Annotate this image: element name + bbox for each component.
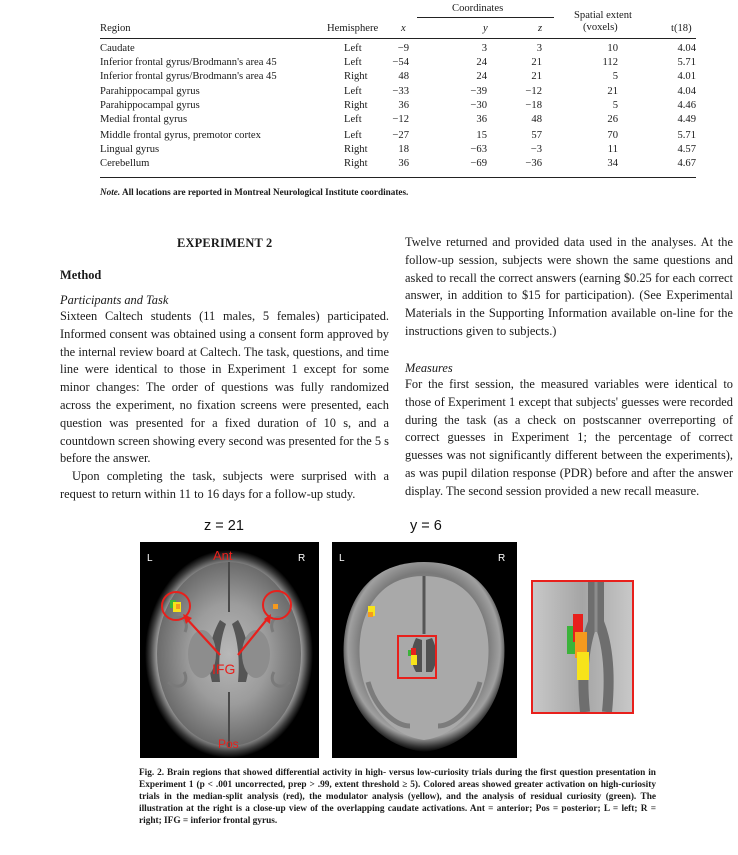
table-header-t: t(18) [671, 23, 692, 34]
cell-x: −54 [392, 57, 409, 68]
cell-t: 5.71 [677, 130, 696, 141]
left-column-text [60, 308, 389, 504]
paragraph: Sixteen Caltech students (11 males, 5 females) participated. Informed consent was obtained using a consent form approved by the internal review board at Caltech. The task, questions, and time line were identical to those in Experiment 1 except for some minor changes: The order of questions was fully randomized across the experiment, no fixation screens were presented, each question was presented for a fixed duration of 10 s, and a countdown screen showing every second was presented for the 5 s before the answer. [60, 309, 389, 466]
table-row [100, 43, 696, 57]
caudate-closeup-image [533, 582, 632, 712]
cell-extent: 70 [607, 130, 618, 141]
cell-z: 21 [531, 57, 542, 68]
table-header-rule [100, 38, 696, 39]
cell-t: 4.04 [677, 43, 696, 54]
cell-hemisphere: Right [344, 144, 368, 155]
cell-t: 4.67 [677, 158, 696, 169]
activation-caudate-yellow [411, 655, 417, 665]
coordinates-group-header: Coordinates [452, 3, 504, 14]
cell-x: 36 [398, 100, 409, 111]
cell-z: 57 [531, 130, 542, 141]
table-header-extent-1: Spatial extent [574, 10, 632, 21]
caudate-closeup-panel [531, 580, 634, 714]
cell-y: 15 [476, 130, 487, 141]
cell-region: Inferior frontal gyrus/Brodmann's area 45 [100, 71, 277, 82]
table-row [100, 100, 696, 114]
coronal-slice-label: y = 6 [410, 518, 442, 534]
cell-hemisphere: Left [344, 86, 362, 97]
table-header-extent-2: (voxels) [583, 22, 618, 33]
table-row [100, 130, 696, 144]
paragraph: Twelve returned and provided data used in the analyses. At the follow-up session, subjects were shown the same questions and asked to recall the correct answers (earning $0.25 for each correct answer, in addition to $15 for participation). (See Experimental Materials in the Supporting Information available on-line for the instructions given to subjects.) [405, 235, 733, 338]
coronal-left-marker: L [339, 553, 345, 564]
cell-extent: 112 [602, 57, 618, 68]
cell-extent: 5 [612, 100, 618, 111]
note-label: Note. [100, 187, 121, 197]
table-note [100, 187, 408, 197]
cell-extent: 26 [607, 114, 618, 125]
right-column-text-bottom [405, 376, 733, 501]
cell-extent: 34 [607, 158, 618, 169]
heading-participants: Participants and Task [60, 293, 169, 307]
cell-z: −3 [530, 144, 542, 155]
coordinates-rule [417, 17, 554, 18]
cell-x: 18 [398, 144, 409, 155]
cell-z: −36 [525, 158, 542, 169]
table-header-x: x [401, 23, 406, 34]
cell-hemisphere: Right [344, 71, 368, 82]
heading-measures: Measures [405, 361, 453, 375]
cell-extent: 10 [607, 43, 618, 54]
cell-t: 4.46 [677, 100, 696, 111]
coronal-brain-panel [332, 542, 517, 758]
cell-y: −30 [470, 100, 487, 111]
table-header-z: z [538, 23, 543, 34]
caption-label: Fig. 2. [139, 768, 165, 778]
cell-region: Middle frontal gyrus, premotor cortex [100, 130, 261, 141]
cell-region: Caudate [100, 43, 135, 54]
cell-y: 24 [476, 71, 487, 82]
axial-ifg-label: IFG [212, 661, 236, 677]
cell-region: Medial frontal gyrus [100, 114, 188, 125]
cell-y: 36 [476, 114, 487, 125]
table-row [100, 158, 696, 172]
paragraph: Upon completing the task, subjects were surprised with a request to return within 11 to 16 days for a follow-up study. [60, 469, 389, 501]
coronal-right-marker: R [498, 553, 506, 564]
cell-region: Inferior frontal gyrus/Brodmann's area 45 [100, 57, 277, 68]
cell-z: 3 [536, 43, 542, 54]
activation-left-ifg-orange [176, 604, 180, 609]
table-header-hemisphere: Hemisphere [327, 23, 379, 34]
activation-right-ifg [273, 604, 278, 609]
cell-y: −69 [470, 158, 487, 169]
cell-y: 3 [481, 43, 487, 54]
cell-z: −12 [525, 86, 542, 97]
axial-right-marker: R [298, 553, 306, 564]
cell-hemisphere: Left [344, 114, 362, 125]
table-row [100, 144, 696, 158]
cell-t: 4.57 [677, 144, 696, 155]
activation-coronal-left-orange [368, 612, 373, 617]
cell-region: Parahippocampal gyrus [100, 100, 200, 111]
table-row [100, 114, 696, 128]
closeup-yellow [577, 652, 589, 680]
cell-x: −12 [392, 114, 409, 125]
cell-t: 5.71 [677, 57, 696, 68]
cell-y: −39 [470, 86, 487, 97]
heading-experiment: EXPERIMENT 2 [177, 236, 273, 250]
table-row [100, 86, 696, 100]
cell-extent: 5 [612, 71, 618, 82]
cell-z: 48 [531, 114, 542, 125]
table-bottom-rule [100, 177, 696, 178]
cell-region: Cerebellum [100, 158, 150, 169]
cell-x: −33 [392, 86, 409, 97]
cell-hemisphere: Left [344, 130, 362, 141]
cell-y: 24 [476, 57, 487, 68]
figure-caption [139, 767, 656, 827]
note-text: All locations are reported in Montreal Neurological Institute coordinates. [120, 187, 409, 197]
table-row [100, 71, 696, 85]
axial-ant-label: Ant [213, 548, 233, 563]
heading-method: Method [60, 268, 102, 282]
coronal-brain-image [332, 542, 517, 758]
right-column-text-top [405, 234, 733, 341]
axial-brain-panel [140, 542, 319, 758]
cell-hemisphere: Left [344, 43, 362, 54]
axial-left-marker: L [147, 553, 153, 564]
cell-extent: 11 [607, 144, 618, 155]
cell-t: 4.01 [677, 71, 696, 82]
cell-z: −18 [525, 100, 542, 111]
cell-x: −9 [397, 43, 409, 54]
cell-x: 48 [398, 71, 409, 82]
cell-t: 4.04 [677, 86, 696, 97]
cell-t: 4.49 [677, 114, 696, 125]
cell-x: 36 [398, 158, 409, 169]
axial-brain-image [140, 542, 319, 758]
cell-y: −63 [470, 144, 487, 155]
paragraph: For the first session, the measured variables were identical to those of Experiment 1 except that subjects' guesses were recorded during the task (as a check on postscanner overreporting of correct guesses in Experiment 1; the percentage of correct guesses was not significantly different between the experiments), as was pupil dilation response (PDR) before and after the answer display. The second session provided a new recall measure. [405, 377, 733, 498]
table-header-y: y [483, 23, 488, 34]
cell-extent: 21 [607, 86, 618, 97]
table-row [100, 57, 696, 71]
cell-region: Parahippocampal gyrus [100, 86, 200, 97]
cell-hemisphere: Left [344, 57, 362, 68]
cell-z: 21 [531, 71, 542, 82]
axial-pos-label: Pos [218, 737, 239, 751]
axial-slice-label: z = 21 [204, 518, 244, 534]
cell-hemisphere: Right [344, 100, 368, 111]
caption-text: Brain regions that showed differential activity in high- versus low-curiosity trials during the first question presentation in Experiment 1 (p < .001 uncorrected, prep > .99, extent threshold ≥ 5). Colored areas showed greater activation on high-curiosity trials in the median-split analysis (red), the modulator analysis (yellow), and the analysis of residual curiosity (green). The illustration at the right is a close-up view of the overlapping caudate activations. Ant = anterior; Pos = posterior; L = left; R = right; IFG = inferior frontal gyrus. [139, 768, 656, 826]
table-header-region: Region [100, 23, 131, 34]
cell-x: −27 [392, 130, 409, 141]
cell-region: Lingual gyrus [100, 144, 160, 155]
cell-hemisphere: Right [344, 158, 368, 169]
